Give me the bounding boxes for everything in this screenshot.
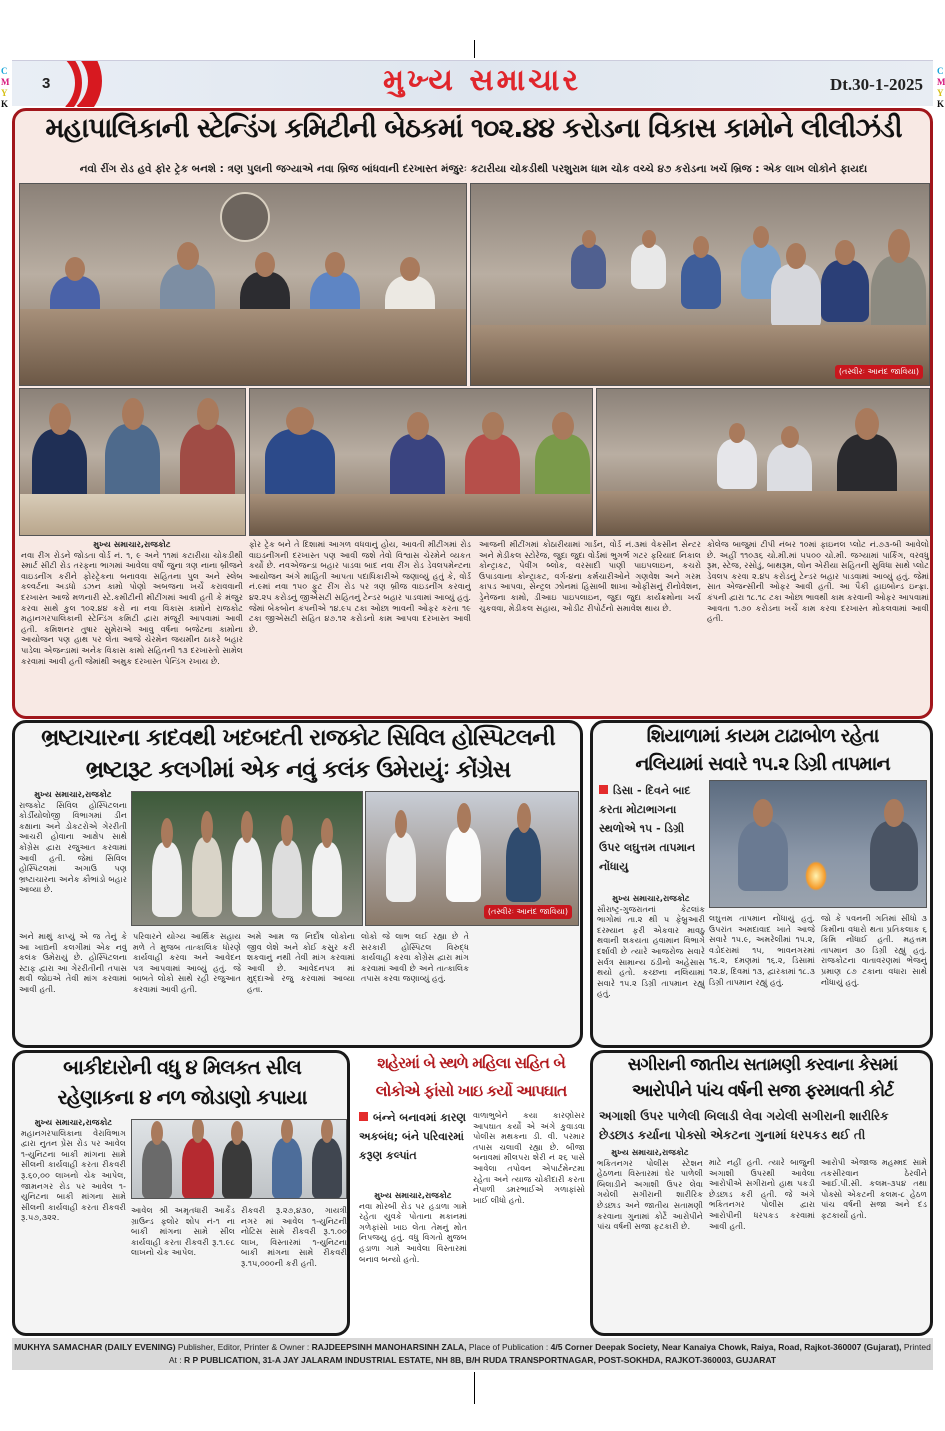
lead-body-col-3: આજની મીટીંગમાં કોઠારીયામાં ગાર્ડન, વોર્ડ નં.૩માં વેકસીન સેન્ટર અને મેડીકલ સ્ટોરેજ, જુદા જુદા વોર્ડમાં ભુગર્ભ ગટર ફરિયાદ નિકાલ કોન્ટ્રાકટ, પેવીંગ બ્લોક, વરસાદી પાણી પાઇપલાઇન, કચરો ઉપાડવાના કોન્ટ્રાકટ, વર્ગ-૪ના કર્મચારીઓને ગણવેશ અને ગરમ કાપડ આપવા, સેન્ટ્રલ ઝોનમાં હિસાબી શાખા ઓફીસનું રીનોવેશન, ડ્રેનેજના કામો, ડીઆઇ પાઇપલાઇન, જુદા જુદા કાર્યક્રમોના ખર્ચ ચુકવવા, મેડીકલ સહાય, ઓડીટ રીપોર્ટનો સમાવેશ થાય છે. — [479, 539, 701, 613]
photo-bonfire — [709, 780, 927, 908]
photo-committee-meeting — [19, 183, 467, 386]
pocso-headline-line-1: સગીરાની જાતીય સતામણી કરવાના કેસમાં — [627, 1055, 898, 1075]
sealing-body-col-2: આવેલ શ્રી અમૃતધારી આર્કેડ ગ્રાઉન્ડ ફ્લોર શોપ નં-૧ ના બાકી માંગના સામે સીલ કાર્યવાહી કરતા રીકવરી રૂ.૧.૯૮ લાખનો ચેક આપેલ. — [131, 1205, 235, 1258]
suicide-headline-line-1: શહેરમાં બે સ્થળે મહિલા સહિત બે — [377, 1054, 565, 1072]
sealing-headline-line-2: રહેણાકના ૪ નળ જોડાણો કપાયા — [57, 1085, 307, 1109]
dateline: મુખ્ય સમાચાર,રાજકોટ — [34, 789, 112, 799]
hospital-side-text — [19, 789, 127, 929]
bullet-icon — [359, 1112, 368, 1121]
suicide-body-col-2: વાળાભુબેને કયા કારણોસર આપઘાત કર્યો એ અંગે કુવાડવા પોલીસ મથકના ડી. વી. પરમાર તપાસ ચલાવી રહ્યા છે. બીજા બનાવમાં મીલપરા શેરી નં ૨૬ પાસે આવેલા તપોવન એપાર્ટમેન્ટમા રહેતા અને ત્યાજ ચોકીદારી કરતા નેપાળી ડમરભાઈએ ગળાફાંસો ખાઈ લીધો હતો. — [473, 1110, 585, 1205]
weather-headline-line-2: નલિયામાં સવારે ૧૫.૨ ડિગ્રી તાપમાન — [635, 753, 890, 775]
body-text: નવા રીંગ રોડને જોડતા વોર્ડ નં. ૧, ૯ અને ૧૧માં કટારીયા ચોકડીથી સ્માર્ટ સીટી રોડ તરફના ભાગમાં આવેલા વર્ષો જુના ત્રણ નાના બ્રીજને વાઇડનીંગ કરીને ફોરટ્રેકના બનાવવા સહિતના પુલ અને સ્લેબ કલ્વર્ટના અડધો ડઝન કામો પોણો અબજના ખર્ચે કરાવવાની દરખાસ્ત આજે મળનારી સ્ટે.કમીટીની મીટીંગમાં આવી હતી કે મંજુર કરવા સાથે કુલ ૧૦૨.૪૪ કરો ના નવા વિકાસ કામોને રાજકોટ મહાનગરપાલિકાની સ્ટેન્ડિંગ કમિટી દ્વારા મંજૂરી આપવામાં આવી હતી. કમિશનર તુષાર સુમેરાએ આવુ વર્ષના બજેટના કામોના આયોજન પણ હાથ પર લેતા આજે ચેરમેન જયમીન ઠાકરે બહાર પાડેલા એજન્ડામાં અનેક વિકાસ કામો સહિતની ૧૩ દરખાસ્તો સામેલ કરવામાં આવી હતી જેમાંથી અમુક દરખાસ્ત પેન્ડિંગ રખાય છે. — [21, 549, 243, 666]
lead-headline: મહાપાલિકાની સ્ટેન્ડિંગ કમિટીની બેઠકમાં ૧૦૨.૪૪ કરોડના વિકાસ કામોને લીલીઝંડી — [45, 113, 902, 144]
pocso-headline-line-2: આરોપીને પાંચ વર્ષની સજા ફરમાવતી કોર્ટ — [632, 1081, 893, 1101]
body-text: ભકિતનગર પોલીસ સ્ટેશન હેઠળના વિસ્તારમાં ઘેર પાળેલી બિલાડીને અગાશી ઉપર લેવા ગયેલી સગીરાની શારીરિક છેડછાડ અને જાતીય સતામણી કરવાના ગુનામાં કોર્ટે આરોપીને પાંચ વર્ષની સજા ફટકારી છે. — [597, 1157, 703, 1232]
dateline: મુખ્ય સમાચાર,રાજકોટ — [611, 1147, 689, 1157]
sealing-side-text — [21, 1117, 126, 1333]
sealing-article — [12, 1050, 350, 1336]
pocso-article — [590, 1050, 933, 1336]
weather-kicker — [599, 781, 707, 876]
reg-m: M — [1, 77, 10, 87]
kicker-text: બંન્ને બનાવમાં કારણ અકબંધ; બંને પરિવારમાં કરૂણ કલ્પાંત — [359, 1111, 466, 1162]
weather-article — [590, 720, 933, 1048]
footer-paper-name: MUKHYA SAMACHAR (DAILY EVENING) — [14, 1342, 176, 1352]
weather-body-col-3: જો કે પવનની ગતિમાં સીધો ૩ કિમીના વધારો થતા પ્રતિકલાક ૬ કિમિ નોંધાઈ હતી. મહત્તમ તાપમાન ૩૦ ડિગ્રી રહ્યું હતું. રાજકોટના વાતાવરણમાં ભેજનું પ્રમાણ ૮૭ ટકાના વધારા સાથે નોંધાયું હતું. — [821, 913, 927, 987]
reg-m: M — [937, 77, 945, 87]
hospital-body-col-1: અને માથું કાપ્યું એ જ તેનું કે આ ખાદ્યની કલગીમાં એક નવું કલંક ઉમેરાયું છે. હોસ્પિટલના સ્ટાફ દ્વારા આ ગેરરીતીની તપાસ થવી જોઇએ તેવી માંગ કરવામાં આવી હતી. — [19, 931, 127, 994]
sealing-body-col-3: રીકવરી રૂ.૨૭,૪૩૦, ગાયત્રી નગર માં આવેલ ૧-યુનિટની નોટિસ સામે રીકવરી રૂ.૧.૦૦ લાખ, વિસ્તારમાં ૧-યુનિટના બાકી માંગના સામે રીકવરી રૂ.૧૫,૦૦૦ની કરી હતી. — [241, 1205, 347, 1268]
photo-sealing-team — [131, 1119, 347, 1199]
reg-k: K — [937, 99, 945, 109]
hospital-body-col-3: અમે આમ જ નિર્દોષ લોકોના જીવ લેશે અને કોઈ કસુર કરી શકવાનું નથી તેવી માંગ કરવામાં આવી છે. આવેદનપત્ર માં મુદ્દાઓ રજુ કરવામાં આવ્યા હતા. — [247, 931, 355, 994]
photo-officials-1 — [19, 388, 246, 536]
suicide-kicker — [359, 1108, 467, 1165]
dateline: મુખ્ય સમાચાર,રાજકોટ — [612, 893, 690, 903]
footer-label: Publisher, Editor, Printer & Owner : — [177, 1342, 310, 1352]
body-text: રાજકોટ સિવિલ હોસ્પિટલના કોર્ડીયોલોજી વિભાગમાં ડીન કક્ષાના અને ડોકટરોએ ગેરરીતી આચરી હોવાના આક્ષેપ સાથે કોંગ્રેસ દ્વારા રજુઆત કરવામાં આવી હતી. જેમાં સિવિલ હોસ્પિટલમાં અગાઉ પણ ભ્રષ્ટાચારના અનેક કૌભાંડો બહાર આવ્યા છે. — [19, 799, 127, 895]
hospital-headline-line-1: ભ્રષ્ટાચારના કાદવથી ખદબદતી રાજકોટ સિવિલ હોસ્પિટલની — [41, 725, 555, 751]
dateline: મુખ્ય સમાચાર,રાજકોટ — [374, 1190, 452, 1200]
sealing-headline-line-1: બાકીદારોની વધુ ૪ મિલકત સીલ — [63, 1055, 301, 1079]
page-number: 3 — [42, 75, 51, 92]
pocso-body-col-2: માટે નહીં હતી. ત્યારે બાજુની અગાશી ઉપરથી આવેલા આરોપીએ સગીરાનો હાથ પકડી છેડછાડ કરી હતી. જે અંગે ભકિતનગર પોલીસ દ્વારા આરોપીની ધરપકડ કરવામાં આવી હતી. — [709, 1157, 815, 1231]
crop-mark — [474, 1372, 475, 1404]
masthead — [12, 60, 933, 106]
footer-publisher: RAJDEEPSINH MANOHARSINH ZALA, — [311, 1342, 467, 1352]
fire-icon — [805, 861, 827, 891]
weather-body-col-2: લઘુત્તમ તાપમાન નોંધાયું હતું. ઉપરાંત અમદાવાદ ખાતે આજે સવારે ૧૫.૯, અમરેલીમાં ૧૫.૨, વડોદરામાં ૧૫, ભાવનગરમાં ૧૬.૨, દમણમાં ૧૬.૨, ડિસામાં ૧૨.૪, દિવમાં ૧૩, દ્વારકામાં ૧૮.૩ ડિગ્રી તાપમાન રહ્યું હતું. — [709, 913, 815, 987]
dateline: મુખ્ય સમાચાર,રાજકોટ — [93, 539, 171, 549]
lead-body-col-4: કોલેજ બાજુમાં ટીપી નંબર ૧૦માં ફાઇનલ પ્લોટ નં.૭૩-બી આવેલો છે. અહીં ૧૧૦૩૬ ચો.મી.માં ૫૫૦૦ ચો.મી. જગ્યામાં પાર્કિંગ, વરવધુ રૂમ, સ્ટેજ, રસોડું, બાથરૂમ, લોન એરીયા સહિતની સુવિધા સાથે પ્લોટ ડેવલપ કરવા ૨.૪૫ કરોડનું ટેન્ડર બહાર પાડવામાં આવ્યું હતું. જેમાં સાત એજન્સીની ઓફર આવી હતી. આ પૈકી હાઇબોન્ડ ઇન્ફ્રા. કંપની દ્વારા ૧૮.૧૮ ટકા ઓછા ભાવથી કામ કરવાની ઓફર આપવામાં આવતા ૧.૭૦ કરોડના ખર્ચે કામ કરવા દરખાસ્ત મોકલવામાં આવી હતી. — [707, 539, 929, 624]
suicide-headline-line-2: લોકોએ ફાંસો ખાઇ કર્યો આપઘાત — [375, 1082, 567, 1100]
lead-subheadline: નવો રીંગ રોડ હવે ફોર ટ્રેક બનશે : ત્રણ પુલની જગ્યાએ નવા બ્રિજ બાંધવાની દરખાસ્ત મંજુરઃ કટારીયા ચોકડીથી પરશુરામ ધામ ચોક વચ્ચે ૪૭ કરોડના ખર્ચે બ્રિજ : એક લાખ લોકોને ફાયદા — [79, 163, 868, 175]
reg-y: Y — [1, 88, 8, 98]
crop-mark — [474, 40, 475, 58]
reg-c: C — [937, 66, 944, 76]
lead-article — [12, 108, 933, 719]
bullet-icon — [599, 785, 608, 794]
photo-officials-2 — [249, 388, 593, 536]
color-registration-left — [1, 66, 10, 110]
footer-printer: R P PUBLICATION, 31-A JAY JALARAM INDUSTRIAL ESTATE, NH 8B, B/H RUDA TRANSPORTNAGAR, POST-SOKHDA, RAJKOT-360003, GUJARAT — [184, 1355, 777, 1365]
footer-place: 4/5 Corner Deepak Society, Near Kanaiya Chowk, Raiya, Road, Rajkot-360007 (Gujarat), — [550, 1342, 902, 1352]
suicide-article — [355, 1050, 587, 1336]
logo-swoosh-icon — [12, 61, 107, 107]
kicker-text: ડિસા - દિવને બાદ કરતા મોટાભાગના સ્થળોએ ૧૫ - ડિગ્રી ઉપર લઘુત્તમ તાપમાન નોંધાયુ — [599, 784, 696, 873]
imprint-footer — [12, 1338, 933, 1370]
body-text: સૌરાષ્ટ્ર-ગુજરાતનાં કેટલાંક ભાગોમાં તા.૨ થી ૫ ફેબ્રુઆરી દરમ્યાન ફરી એકવાર માવઠુ થવાની શકયતા હવામાન વિભાગે દર્શાવી છે ત્યારે આજરોજ સવારે સર્વત્ર સામાન્ય ઠંડીનો અહેસાસ થયો હતો. કચ્છના નલિયામાં સવારે ૧૫.૨ ડિગ્રી તાપમાન રહ્યું હતું. — [597, 903, 705, 999]
body-text: નવા મોરબી રોડ પર હડાળા ગામે રહેતા યુવકે પોતાના મકાનમાં ગળેફાંસો ખાઇ લેતા તેમનું મોત નિપજયુ હતું. વધુ વિગતો મુજબ હડાળા ગામે આવેલા વિસ્તારમાં બનાવ બન્યો હતો. — [359, 1200, 467, 1264]
weather-body-col-1 — [597, 893, 705, 1043]
reg-y: Y — [937, 88, 944, 98]
lead-body-col-2: ફોર ટ્રેક બને તે દિશામાં આગળ વધવાનું હોય, આવતી મીટીંગમાં રોડ વાઇડનીંગની દરખાસ્ત પણ આવી જશે તેવો વિશ્વાસ ચેરમેને વ્યકત કર્યો છે. નવએજન્ડા બહાર પાડવા બાદ નવા રીંગ રોડ ડેવલપમેન્ટના આયોજન અંગે માહિતી આપતા પદાધિકારીએ જણાવ્યું હતું કે, વોર્ડ નં.૯માં નવા ૧૫૦ ફુટ રીંગ રોડ પર ત્રણ બ્રીજ વાઇડનીંગ કરવાનું ૪૨.૨૫ કરોડનું જીએસટી સહિતનું ટેન્ડર બહાર પાડવામાં આવ્યું હતું. જેમાં બેકબોન કંપનીએ ૧૪.૯૫ ટકા ઓછા ભાવની ઓફર કરતા ૧૯ ટકા જીએસટી સહિત ૪૭.૧૨ કરોડનો કામ આપવા દરખાસ્ત આવી છે. — [249, 539, 471, 634]
pocso-body-col-1 — [597, 1147, 703, 1333]
weather-headline-line-1: શિયાળામાં કાયમ ટાઢાબોળ રહેતા — [646, 725, 879, 747]
hospital-article — [12, 720, 583, 1048]
emblem-icon — [220, 192, 270, 242]
issue-date: Dt.30-1-2025 — [829, 75, 923, 94]
hospital-headline-line-2: ભ્રષ્ટારૂટ કલગીમાં એક નવું કલંક ઉમેરાયુંઃ કોંગ્રેસ — [85, 757, 511, 783]
suicide-body-col-1 — [359, 1190, 467, 1335]
photo-meeting-hall — [470, 183, 930, 386]
photo-credit: (તસ્વીરઃ આનંદ જાવિયા) — [835, 365, 923, 379]
hospital-body-col-4: લોકો જે લાભ લઈ રહ્યા છે તે સરકારી હોસ્પિટલ વિરુદ્ધ કાર્યવાહી કરવા કોંગ્રેસ દ્વારા માંગ કરવામાં આવી છે અને તાત્કાલિક તપાસ કરવા જણાવ્યું હતું. — [361, 931, 469, 984]
newspaper-title: મુખ્ય સમાચાર — [382, 63, 582, 98]
lead-body-col-1 — [21, 539, 243, 714]
photo-officials-3 — [596, 388, 930, 536]
pocso-subheadline: અગાશી ઉપર પાળેલી બિલાડી લેવા ગયેલી સગીરાની શારીરિક છેડછાડ કર્યાના પોક્સો એકટના ગુનામાં ધરપકડ થઈ તી — [599, 1109, 889, 1142]
hospital-body-col-2: પરિવારને યોગ્ય આર્થિક સહાય મળે તે મુજબ તાત્કાલિક ધોરણે કાર્યવાહી કરવા અને આવેદન પત્ર આપવામાં આવ્યું હતું. જે બાબતે લોકો સાથે રહી રજુઆત કરવામાં આવી હતી. — [133, 931, 241, 994]
reg-c: C — [1, 66, 8, 76]
footer-label: Place of Publication : — [468, 1342, 549, 1352]
color-registration-right — [937, 66, 945, 110]
photo-memorandum — [365, 791, 579, 926]
reg-k: K — [1, 99, 9, 109]
footer-label: Printed At : — [168, 1342, 931, 1365]
dateline: મુખ્ય સમાચાર,રાજકોટ — [34, 1117, 113, 1127]
pocso-body-col-3: આરોપી એજાજ મહમ્મદ સામે તકસીરવાન ઠેરવીને આઈ.પી.સી. કલમ-૩૫૪ તથા પોક્સો એકટની કલમ-૮ હેઠળ પાંચ વર્ષની સજા અને દંડ ફટકાર્યો હતો. — [821, 1157, 927, 1220]
photo-congress-leaders — [131, 791, 363, 926]
photo-credit: (તસ્વીરઃ આનંદ જાવિયા) — [484, 905, 572, 919]
body-text: મહાનગરપાલિકાના વેરાવિભાગ દ્વારા નુતન પ્રેસ રોડ પર આવેલ ૧-યુનિટના બાકી માંગના સામે સીલની કાર્યવાહી કરતા રીકવરી રૂ.૬૦,૦૦ લાખનો ચેક આપેલ, જામનગર રોડ પર આવેલ ૧-યુનિટના બાકી માંગના સામે સીલની કાર્યવાહી કરતા રીકવરી રૂ.૫૭,૩૨૨. — [21, 1127, 126, 1223]
